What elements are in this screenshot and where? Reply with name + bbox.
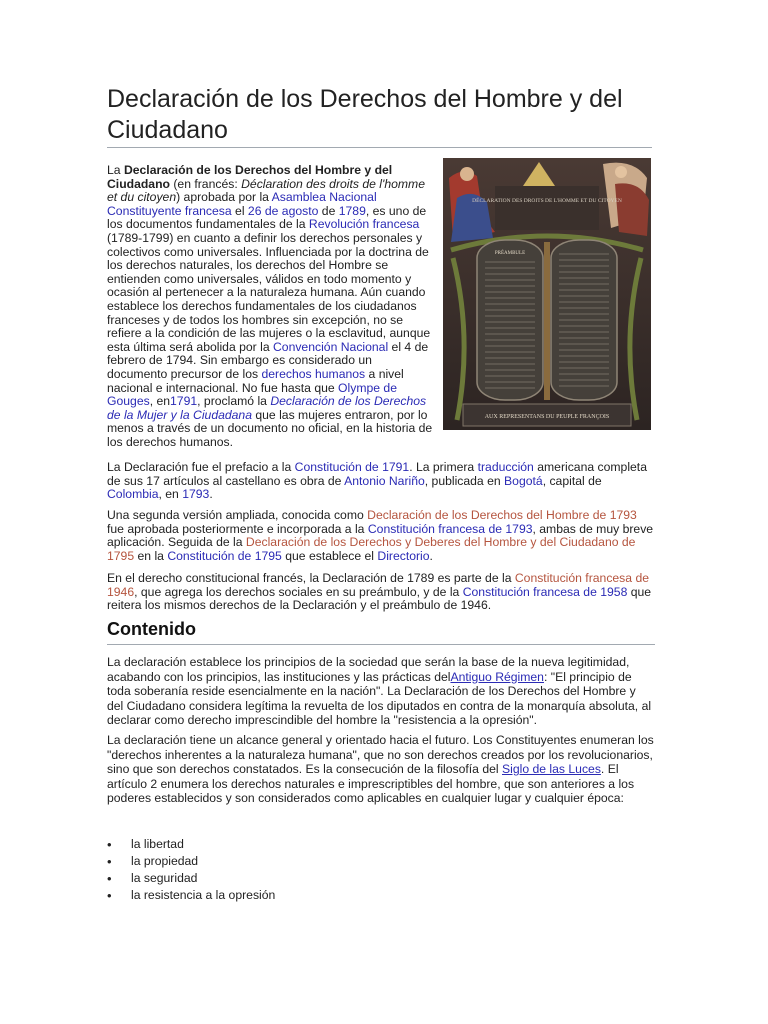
link-antiguo-regimen[interactable]: Antiguo Régimen [450, 669, 544, 684]
text: , capital de [542, 473, 602, 488]
text: La Declaración fue el prefacio a la [107, 460, 295, 474]
section-heading-contenido: Contenido [107, 619, 655, 645]
list-item: • la propiedad [107, 853, 275, 870]
painting-illustration [443, 158, 651, 430]
link-1793[interactable]: 1793 [182, 487, 210, 502]
painting-footer: AUX REPRESENTANS DU PEUPLE FRANÇOIS [484, 414, 610, 420]
link-revolucion[interactable]: Revolución francesa [308, 217, 420, 232]
link-derechos-humanos[interactable]: derechos humanos [261, 366, 366, 381]
link-declaracion-1793[interactable]: Declaración de los Derechos del Hombre de 1793 [367, 508, 637, 522]
link-1791[interactable]: 1791 [170, 394, 198, 409]
painting-heading: DÉCLARATION DES DROITS DE L'HOMME ET DU CITOYEN [472, 198, 622, 204]
page-title: Declaración de los Derechos del Hombre y del Ciudadano [107, 84, 652, 148]
text: , ambas de muy breve aplicación. Seguida de la [107, 521, 654, 550]
text: el [231, 203, 248, 218]
declaration-painting[interactable] [443, 158, 651, 430]
link-declaracion-mujer[interactable]: Declaración de los Derechos de la Mujer y la Ciudadana [107, 394, 427, 422]
paragraph-alcance [107, 733, 655, 806]
intro-paragraph [107, 164, 434, 449]
text: (1789-1799) en cuanto a definir los derechos personales y colectivos como universales. Influenciada por la doctrina de los derechos naturales, los derechos del Hombre se entienden como universales, válidos en todo momento y ocasión al pertenecer a la naturaleza humana. Aún cuando establece los derechos fundamentales de los ciudadanos franceses y de todos los hombres sin excepción, no se refiere a la condición de las mujeres o la esclavitud, aunque esta última será abolida por la [107, 230, 431, 354]
text: a nivel nacional e internacional. No fue hasta que [107, 366, 404, 395]
text: . El artículo 2 enumera los derechos naturales e imprescriptibles del hombre, que son anteriores a los poderes establecidos y son considerados como aplicables en cualquier lugar y cualquier época: [107, 762, 635, 806]
text: Una segunda versión ampliada, conocida como [107, 508, 368, 522]
text: que las mujeres entraron, por lo menos a través de un documento no oficial, en la historia de los derechos humanos. [107, 407, 433, 449]
link-traduccion[interactable]: traducción [477, 460, 534, 474]
list-item: • la libertad [107, 836, 275, 853]
text: el 4 de febrero de 1794. Sin embargo es considerado un documento precursor de los [107, 339, 429, 381]
text: . [209, 487, 213, 502]
text: de [318, 203, 339, 218]
link-siglo-de-las-luces[interactable]: Siglo de las Luces [502, 762, 601, 777]
text: en la [134, 548, 168, 563]
text: , publicada en [424, 473, 505, 488]
link-constitucion-1793[interactable]: Constitución francesa de 1793 [367, 521, 533, 536]
text: La [107, 163, 124, 177]
french-name: Déclaration des droits de l'homme et du citoyen [107, 176, 425, 205]
link-colombia[interactable]: Colombia [107, 487, 159, 502]
paragraph-principios [107, 655, 655, 728]
link-1789[interactable]: 1789 [338, 203, 366, 218]
link-antonio-narino[interactable]: Antonio Nariño [344, 473, 425, 488]
paragraph-segunda-version [107, 509, 655, 563]
text: que reitera los mismos derechos de la Declaración y el preámbulo de 1946. [107, 584, 652, 613]
text: que establece el [281, 548, 378, 563]
text: . La primera [409, 460, 478, 474]
text: ) aprobada por la [176, 190, 272, 205]
link-bogota[interactable]: Bogotá [504, 473, 543, 488]
paragraph-derecho-constitucional [107, 572, 655, 613]
article-bold-name: Declaración de los Derechos del Hombre y del Ciudadano [107, 163, 393, 191]
text: : "El principio de toda soberanía reside esencialmente en la nación". La Declaración de los Derechos del Hombre y del Ciudadano considera legítima la revuelta de los diputados en contra de la monarquía absoluta, al declarar como derecho imprescindible del hombre la "resistencia a la opresión". [107, 669, 652, 728]
text: . [429, 548, 433, 563]
text: , proclamó la [197, 394, 271, 409]
text: En el derecho constitucional francés, la Declaración de 1789 es parte de la [107, 571, 515, 585]
link-olympe[interactable]: Olympe de Gouges [107, 380, 397, 409]
link-asamblea[interactable]: Asamblea Nacional Constituyente francesa [107, 190, 377, 218]
text: fue aprobada posteriormente e incorporada a la [107, 521, 368, 536]
text: (en francés: [169, 176, 242, 191]
list-item: • la resistencia a la opresión [107, 887, 275, 904]
link-directorio[interactable]: Directorio [377, 548, 430, 563]
text: La declaración establece los principios de la sociedad que serán la base de la nueva legitimidad, acabando con los principios, las instituciones y las prácticas del [107, 655, 630, 684]
link-constitucion-1958[interactable]: Constitución francesa de 1958 [462, 584, 628, 599]
text: , en [149, 394, 171, 409]
text: , en [158, 487, 183, 502]
text: La declaración tiene un alcance general y orientado hacia el futuro. Los Constituyentes enumeran los "derechos inherentes a la naturaleza humana", que no son derechos creados por los revolucionarios, sino que son derechos constatados. Es la consecución de la filosofía del [107, 733, 654, 777]
link-constitucion-1946[interactable]: Constitución francesa de 1946 [107, 571, 649, 599]
link-constitucion-1791[interactable]: Constitución de 1791 [294, 460, 410, 474]
link-constitucion-1795[interactable]: Constitución de 1795 [167, 548, 282, 563]
link-convencion[interactable]: Convención Nacional [272, 339, 389, 354]
text: americana completa de sus 17 artículos al castellano es obra de [107, 460, 647, 488]
painting-preamble: PRÉAMBULE [494, 251, 526, 256]
link-declaracion-1795[interactable]: Declaración de los Derechos y Deberes del Hombre y del Ciudadano de 1795 [107, 535, 636, 563]
text: , es uno de los documentos fundamentales de la [107, 203, 427, 232]
text: , que agrega los derechos sociales en su preámbulo, y de la [134, 584, 463, 599]
link-fecha[interactable]: 26 de agosto [247, 203, 319, 218]
paragraph-prefacio [107, 461, 655, 502]
list-item: • la seguridad [107, 870, 275, 887]
rights-list [107, 836, 275, 904]
